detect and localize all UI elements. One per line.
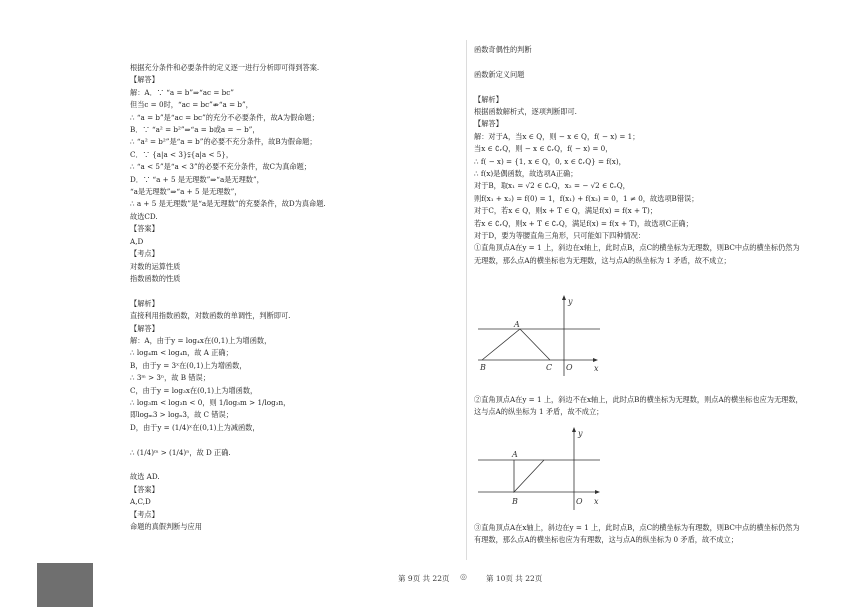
text-line: 对数的运算性质 xyxy=(130,261,181,271)
text-line: 解：A．∵ “a = b”⇒“ac = bc” xyxy=(130,87,234,97)
page-number-left: 第 9页 共 22页 xyxy=(398,574,450,583)
label-a: A xyxy=(512,450,518,459)
text-line: 即logₘ3 > logₙ3，故 C 错误； xyxy=(130,410,233,420)
text-line: D，由于y = (1/4)ˣ在(0,1)上为减函数， xyxy=(130,422,260,432)
text-line: ①直角顶点A在y = 1 上，斜边在x轴上，此时点B，点C的横坐标为无理数，则BC中点的横坐标仍然为无理数，那么点A的横坐标也为无理数，这与点A的纵坐标为 1 矛盾，故不成立； xyxy=(474,243,800,265)
text-line: 【解答】 xyxy=(130,323,159,333)
label-o: O xyxy=(576,497,583,506)
label-a: A xyxy=(514,320,520,329)
right-top-text xyxy=(474,44,804,267)
text-line: 对于C，若x ∈ Q，则x + T ∈ Q，满足f(x) = f(x + T)； xyxy=(474,206,658,216)
right-mid-text xyxy=(474,394,804,419)
left-column xyxy=(130,62,460,533)
label-y: y xyxy=(568,297,573,306)
text-line: 指数函数的性质 xyxy=(130,273,181,283)
text-line: 故选 AD. xyxy=(130,472,160,482)
text-line: ∴ f(x)是偶函数，故选项A正确； xyxy=(474,169,578,179)
triangle xyxy=(482,329,550,360)
label-c: C xyxy=(546,363,553,372)
text-line: ②直角顶点A在y = 1 上，斜边不在x轴上，此时点B的横坐标为无理数，则点A的横坐标也应为无理数，这与点A的纵坐标为 1 矛盾，故不成立； xyxy=(474,395,803,417)
text-line: 【答案】 xyxy=(130,224,159,234)
text-line: 解：对于A，当x ∈ Q，则 − x ∈ Q，f( − x) = 1； xyxy=(474,131,640,141)
text-line: A,C,D xyxy=(130,497,151,507)
text-line: 【答案】 xyxy=(130,484,159,494)
text-line: 若x ∈ ∁ᵣQ，则x + T ∈ ∁ᵣQ，满足f(x) = f(x + T)，故选项C正确； xyxy=(474,218,693,228)
text-line xyxy=(474,81,804,93)
label-b: B xyxy=(480,363,486,372)
right-column xyxy=(474,44,804,267)
text-line: 根据充分条件和必要条件的定义逐一进行分析即可得到答案. xyxy=(130,63,320,72)
text-line xyxy=(474,56,804,68)
column-divider xyxy=(466,40,467,560)
text-line: ∴ 3ᵐ > 3ⁿ，故 B 错误； xyxy=(130,373,210,383)
label-o: O xyxy=(566,363,573,372)
text-line: 函数奇偶性的判断 xyxy=(474,45,532,54)
text-line: ∴ (1/4)ᵐ > (1/4)ⁿ，故 D 正确. xyxy=(130,447,231,457)
label-x: x xyxy=(594,364,599,373)
text-line: 解：A，由于y = log₄x在(0,1)上为增函数， xyxy=(130,335,272,345)
text-line: 命题的真假判断与应用 xyxy=(130,521,202,531)
text-line: 【解析】 xyxy=(130,298,159,308)
page-number-right: 第 10页 共 22页 xyxy=(486,574,543,583)
label-b: B xyxy=(512,497,518,506)
text-line: 根据函数解析式，逐项判断即可. xyxy=(474,107,577,116)
text-line: 对于D，要为等腰直角三角形，只可能如下四种情况： xyxy=(474,231,646,241)
thumbnail-block xyxy=(37,563,93,607)
right-bottom-text xyxy=(474,522,804,547)
separator-icon: ◎ xyxy=(460,572,467,581)
text-line: 故选CD. xyxy=(130,211,158,221)
text-line: ③直角顶点A在x轴上，斜边在y = 1 上，此时点B，点C的横坐标为有理数，则BC中点的横坐标仍然为有理数，那么点A的横坐标也应为有理数，这与点A的纵坐标为 0 矛盾，故不成立； xyxy=(474,523,800,545)
triangle xyxy=(514,460,544,492)
text-line: A,D xyxy=(130,236,144,246)
text-line xyxy=(130,285,460,297)
text-line xyxy=(130,434,460,446)
text-line: 【解答】 xyxy=(474,119,503,129)
text-line: 直接利用指数函数，对数函数的单调性，判断即可. xyxy=(130,311,291,321)
text-line: “a是无理数”⇒“a + 5 是无理数”， xyxy=(130,187,242,197)
text-line: 函数新定义问题 xyxy=(474,69,525,79)
figure-2 xyxy=(474,424,604,512)
y-axis-arrow xyxy=(562,295,566,300)
figure-1 xyxy=(474,292,604,378)
text-line: 当x ∈ ∁ᵣQ，则 − x ∈ ∁ᵣQ，f( − x) = 0， xyxy=(474,144,613,154)
text-line: C．∵ {a|a < 3}⫋{a|a < 5}， xyxy=(130,149,234,159)
text-line: ∴ “a < 5”是“a < 3”的必要不充分条件，故C为真命题； xyxy=(130,162,311,172)
text-line: ∴ f( − x) = {1, x ∈ Q，0, x ∈ ∁ᵣQ} = f(x)， xyxy=(474,156,626,166)
text-line: C，由于y = log₃x在(0,1)上为增函数， xyxy=(130,385,258,395)
text-line: B，由于y = 3ˣ在(0,1)上为增函数， xyxy=(130,360,247,370)
text-line: 【考点】 xyxy=(130,509,159,519)
x-axis-arrow xyxy=(593,358,598,362)
label-y: y xyxy=(578,429,583,438)
text-line: 【解析】 xyxy=(474,94,503,104)
text-line: 则f(x₁ + x₂) = f(0) = 1，f(x₁) + f(x₂) = 0，1 ≠ 0，故选项B错误； xyxy=(474,193,699,203)
text-line: 对于B，取x₁ = √2 ∈ ∁ᵣQ，x₂ = − √2 ∈ ∁ᵣQ， xyxy=(474,181,630,191)
text-line: B．∵ “a² = b²”⇒“a = b或a = − b”， xyxy=(130,125,260,135)
text-line: 【考点】 xyxy=(130,249,159,259)
text-line: ∴ a + 5 是无理数”是“a是无理数”的充要条件，故D为真命题. xyxy=(130,199,326,209)
text-line: ∴ “a² = b²”是“a = b”的必要不充分条件，故B为假命题； xyxy=(130,137,317,147)
text-line: ∴ “a = b”是“ac = bc”的充分不必要条件，故A为假命题； xyxy=(130,112,319,122)
label-x: x xyxy=(594,497,599,506)
text-line: ∴ log₃m < log₃n < 0，则 1/log₃m > 1/log₃n， xyxy=(130,397,291,407)
text-line: 【解答】 xyxy=(130,75,159,85)
text-line: 但当c = 0时，“ac = bc”⇏“a = b”， xyxy=(130,100,253,110)
y-axis-arrow xyxy=(572,427,576,432)
text-line xyxy=(130,459,460,471)
x-axis-arrow xyxy=(595,490,600,494)
text-line: D．∵ “a + 5 是无理数”⇒“a是无理数”， xyxy=(130,174,264,184)
text-line: ∴ log₄m < log₄n，故 A 正确； xyxy=(130,348,233,358)
